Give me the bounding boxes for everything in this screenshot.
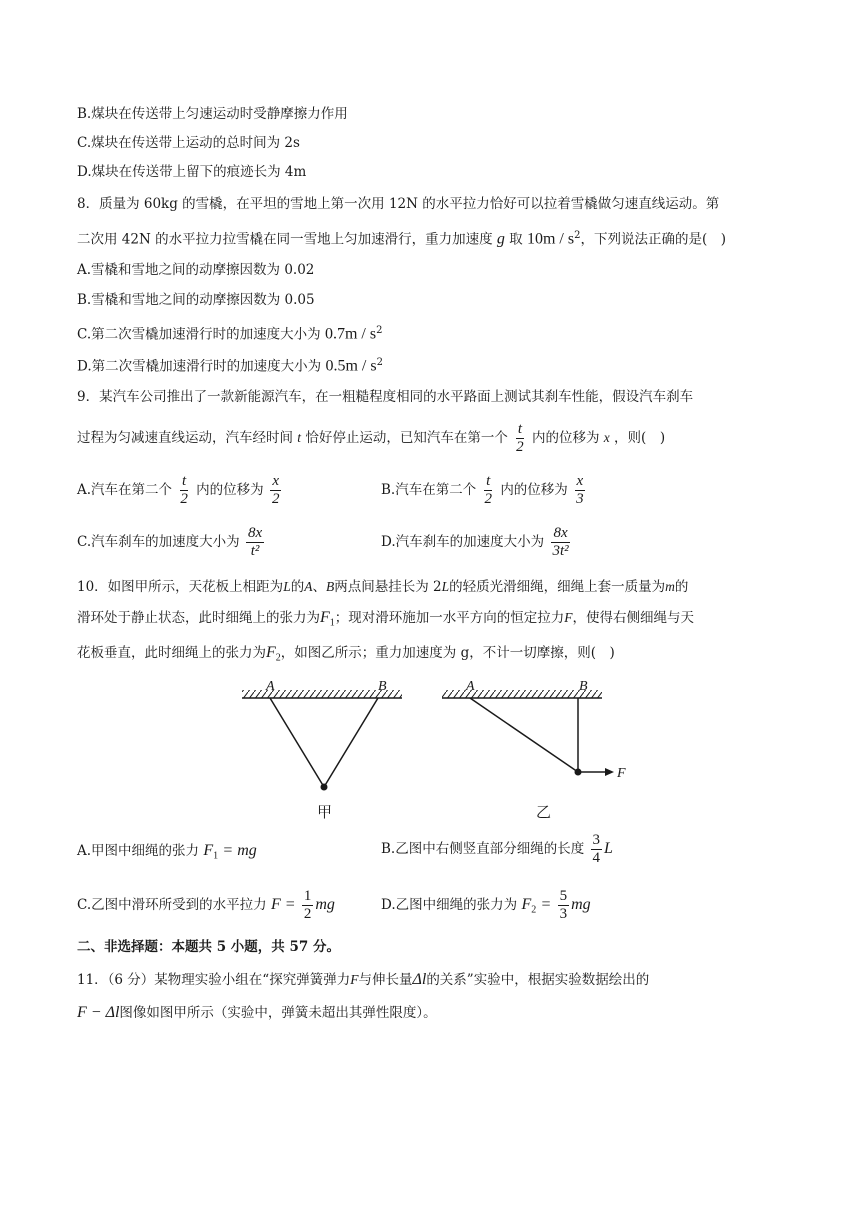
q9-fraction-t-over-2: $\frac{t}{2}$: [484, 473, 493, 507]
q9-option-c: C.汽车刹车的加速度大小为 $\frac{8x}{\text{t²}}$: [77, 525, 263, 559]
q10-figures: [230, 676, 640, 826]
q9-fraction-x-over-2: $\frac{x}{2}$: [271, 473, 280, 507]
q10-option-b: B.乙图中右侧竖直部分细绳的长度 $\frac{3}{4}$ L: [381, 832, 613, 866]
q10-option-c: C.乙图中滑环所受到的水平拉力 F = $\frac{1}{2}$ mg: [77, 888, 335, 922]
figure-yi: [442, 679, 626, 821]
q10-f2-symbol: F: [266, 644, 276, 661]
q9-stem2d: ，则( ): [614, 430, 666, 446]
section-2-heading: 二、非选择题：本题共 5 小题，共 57 分。: [77, 939, 340, 955]
q10-stem-line3: 花板垂直，此时细绳上的张力为$F_2$，如图乙所示；重力加速度为 g，不计一切摩擦，则( ): [77, 644, 615, 664]
label-f: F: [617, 766, 626, 781]
q7-option-b: B.煤块在传送带上匀速运动时受静摩擦力作用: [77, 106, 348, 122]
q8-g-value: 10m / s: [526, 230, 575, 248]
fraction-5-over-3: $\frac{5}{3}$: [559, 888, 568, 922]
q8-stem-line2: 二次用 42N 的水平拉力拉雪橇在同一雪地上匀加速滑行，重力加速度 g 取 $10m / s^2$，下列说法正确的是( ): [77, 230, 727, 248]
q10-f1-symbol: F: [320, 609, 330, 626]
q9-x-symbol: x: [603, 430, 610, 445]
label-a: A: [266, 679, 275, 694]
q9-stem2b: 恰好停止运动，已知汽车在第一个: [305, 430, 508, 446]
q8-stem2c: ，下列说法正确的是( ): [580, 231, 727, 248]
q7-option-c: C.煤块在传送带上运动的总时间为 2s: [77, 135, 300, 151]
q9-option-d: D.汽车刹车的加速度大小为 $\frac{8x}{\text{3t²}}$: [381, 525, 569, 559]
q9-stem-line2: [77, 420, 665, 456]
label-b: B: [378, 679, 387, 694]
q9-fraction-t-over-2: $\frac{t}{2}$: [180, 473, 188, 507]
q8-option-c-text: C.第二次雪橇加速滑行时的加速度大小为: [77, 326, 321, 343]
q8-option-d: D.第二次雪橇加速滑行时的加速度大小为 $0.5m / s^2$: [77, 357, 383, 375]
q7-option-d: D.煤块在传送带上留下的痕迹长为 4m: [77, 164, 307, 180]
fraction-3-over-4: $\frac{3}{4}$: [592, 832, 601, 866]
q9-fraction-x-over-3: $\frac{x}{3}$: [576, 473, 584, 507]
q8-stem-line1: 8．质量为 60kg 的雪橇，在平坦的雪地上第一次用 12N 的水平拉力恰好可以拉着雪橇做匀速直线运动。第: [77, 196, 720, 212]
q8-stem2a: 二次用 42N 的水平拉力拉雪橇在同一雪地上匀加速滑行，重力加速度: [77, 231, 493, 248]
figure-jia: [242, 679, 402, 821]
q9-fraction-t-over-2: $\frac{t}{2}$: [516, 421, 524, 455]
caption-yi: 乙: [536, 805, 552, 821]
force-arrow-head: [605, 768, 614, 776]
q9-fraction-8x-over-t2: $\frac{8x}{\text{t²}}$: [247, 525, 263, 559]
q8-option-c-value: 0.7m / s: [324, 325, 377, 343]
slide-ring: [321, 784, 328, 791]
q11-stem-line2: F − Δl图像如图甲所示（实验中，弹簧未超出其弹性限度）。: [77, 1004, 437, 1021]
q9-t-symbol: t: [297, 430, 302, 445]
q9-option-b: B.汽车在第二个 $\frac{t}{2}$ 内的位移为 $\frac{x}{3}$: [381, 473, 584, 507]
q8-g-symbol: g: [496, 230, 505, 248]
label-b: B: [579, 679, 588, 694]
q9-option-a: A.汽车在第二个 $\frac{t}{2}$ 内的位移为 $\frac{x}{2}$: [77, 473, 280, 507]
q8-option-d-value: 0.5m / s: [325, 357, 377, 375]
q8-option-d-text: D.第二次雪橇加速滑行时的加速度大小为: [77, 358, 322, 375]
q9-stem2a: 过程为匀减速直线运动，汽车经时间: [77, 430, 293, 446]
q9-stem-line1: 9．某汽车公司推出了一款新能源汽车，在一粗糙程度相同的水平路面上测试其刹车性能，假设汽车刹车: [77, 389, 694, 405]
q11-stem-line1: 11．（6 分）某物理实验小组在“探究弹簧弹力F与伸长量Δl的关系”实验中，根据实验数据绘出的: [77, 971, 650, 988]
q10-option-d: D.乙图中细绳的张力为 $F_2$ = $\frac{5}{3}$ mg: [381, 888, 591, 922]
label-a: A: [466, 679, 475, 694]
q8-option-b: B.雪橇和雪地之间的动摩擦因数为 0.05: [77, 292, 315, 308]
q9-fraction-8x-over-3t2: $\frac{8x}{\text{3t²}}$: [552, 525, 569, 559]
q9-stem2c: 内的位移为: [531, 430, 600, 446]
q8-option-c: C.第二次雪橇加速滑行时的加速度大小为 $0.7m / s^2$: [77, 325, 383, 343]
left-rope: [270, 698, 324, 787]
q8-option-a: A.雪橇和雪地之间的动摩擦因数为 0.02: [77, 262, 315, 278]
fraction-1-over-2: $\frac{1}{2}$: [303, 888, 312, 922]
q10-option-a: A.甲图中细绳的张力 $F_1$ = mg: [77, 842, 257, 862]
q8-stem2b: 取: [509, 231, 523, 248]
slanted-rope: [470, 698, 578, 772]
right-rope: [324, 698, 378, 787]
caption-jia: 甲: [317, 805, 333, 821]
q10-stem-line1: 10．如图甲所示，天花板上相距为L的A、B两点间悬挂长为 2L的轻质光滑细绳，细绳上套一质量为m的: [77, 579, 689, 595]
q10-stem-line2: 滑环处于静止状态，此时细绳上的张力为$F_1$；现对滑环施加一水平方向的恒定拉力F，使得右侧细绳与天: [77, 609, 695, 629]
